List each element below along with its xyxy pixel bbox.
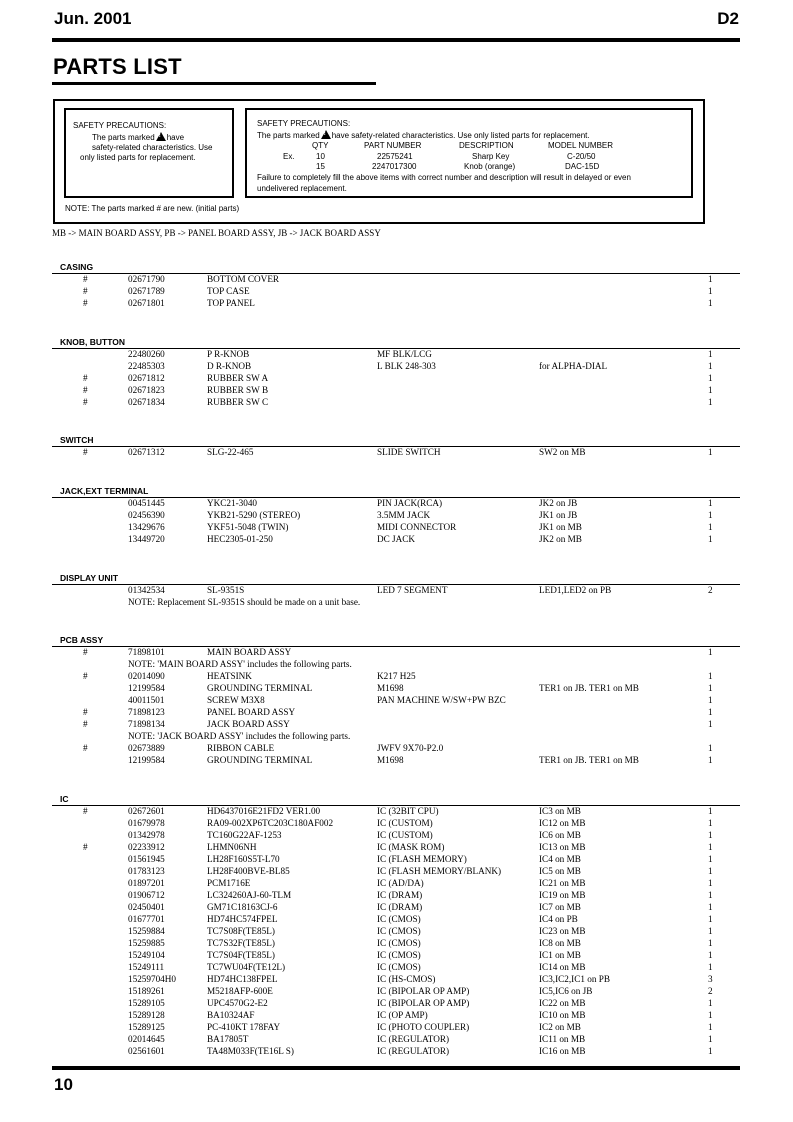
part-number-cell: 01906712: [128, 890, 165, 900]
example-model: DAC-15D: [565, 162, 600, 171]
description-cell: IC (FLASH MEMORY/BLANK): [377, 866, 502, 876]
part-number-cell: 12199584: [128, 755, 165, 765]
part-name-cell: TA48M033F(TE16L S): [207, 1046, 294, 1056]
part-name-cell: D R-KNOB: [207, 361, 252, 371]
new-part-mark: #: [83, 447, 88, 457]
location-cell: JK1 on MB: [539, 522, 582, 532]
example-qty: 10: [316, 152, 325, 161]
table-row: [0, 361, 793, 373]
location-cell: JK1 on JB: [539, 510, 578, 520]
table-row: [0, 950, 793, 962]
example-qty: 15: [316, 162, 325, 171]
safety-title: SAFETY PRECAUTIONS:: [257, 119, 351, 128]
location-cell: IC19 on MB: [539, 890, 586, 900]
part-number-cell: 01897201: [128, 878, 165, 888]
part-number-cell: 15189261: [128, 986, 165, 996]
quantity-cell: 1: [708, 683, 713, 693]
page-number: 10: [54, 1075, 73, 1094]
example-part: 22575241: [377, 152, 413, 161]
quantity-cell: 1: [708, 914, 713, 924]
part-number-cell: 02671790: [128, 274, 165, 284]
quantity-cell: 1: [708, 1046, 713, 1056]
location-cell: IC1 on MB: [539, 950, 581, 960]
part-name-cell: RIBBON CABLE: [207, 743, 275, 753]
new-part-mark: #: [83, 286, 88, 296]
part-number-cell: 15259885: [128, 938, 165, 948]
description-cell: JWFV 9X70-P2.0: [377, 743, 444, 753]
quantity-cell: 1: [708, 950, 713, 960]
new-part-mark: #: [83, 385, 88, 395]
part-number-cell: 02014090: [128, 671, 165, 681]
quantity-cell: 1: [708, 866, 713, 876]
part-name-cell: RA09-002XP6TC203C180AF002: [207, 818, 334, 828]
example-col-qty: QTY: [312, 141, 329, 150]
pcb-note: NOTE: 'JACK BOARD ASSY' includes the following parts.: [128, 731, 351, 741]
part-number-cell: 71898134: [128, 719, 165, 729]
table-row: [0, 385, 793, 397]
description-cell: IC (CMOS): [377, 950, 421, 960]
description-cell: IC (BIPOLAR OP AMP): [377, 998, 470, 1008]
description-cell: M1698: [377, 755, 404, 765]
part-name-cell: LH28F400BVE-BL85: [207, 866, 290, 876]
location-cell: IC5,IC6 on JB: [539, 986, 593, 996]
quantity-cell: 1: [708, 274, 713, 284]
description-cell: K217 H25: [377, 671, 416, 681]
table-row: [0, 743, 793, 755]
location-cell: IC11 on MB: [539, 1034, 586, 1044]
part-name-cell: LC324260AJ-60-TLM: [207, 890, 292, 900]
safety-title: SAFETY PRECAUTIONS:: [73, 121, 167, 130]
quantity-cell: 1: [708, 902, 713, 912]
table-row: [0, 830, 793, 842]
location-cell: IC22 on MB: [539, 998, 586, 1008]
new-part-mark: #: [83, 743, 88, 753]
table-row: [0, 974, 793, 986]
description-cell: L BLK 248-303: [377, 361, 436, 371]
part-name-cell: SCREW M3X8: [207, 695, 265, 705]
part-name-cell: TC7S08F(TE85L): [207, 926, 275, 936]
document-date: Jun. 2001: [54, 9, 132, 28]
table-row: [0, 707, 793, 719]
part-number-cell: 02672601: [128, 806, 165, 816]
section-title-casing: CASING: [60, 262, 94, 272]
part-number-cell: 02671823: [128, 385, 165, 395]
footer-rule: [52, 1066, 740, 1070]
part-name-cell: GROUNDING TERMINAL: [207, 683, 313, 693]
location-cell: SW2 on MB: [539, 447, 586, 457]
description-cell: IC (DRAM): [377, 902, 423, 912]
quantity-cell: 1: [708, 842, 713, 852]
table-row: [0, 534, 793, 546]
location-cell: IC5 on MB: [539, 866, 581, 876]
location-cell: IC21 on MB: [539, 878, 586, 888]
location-cell: IC2 on MB: [539, 1022, 581, 1032]
location-cell: LED1,LED2 on PB: [539, 585, 612, 595]
quantity-cell: 1: [708, 890, 713, 900]
safety-text-line: safety-related characteristics. Use: [92, 143, 213, 152]
table-row: [0, 286, 793, 298]
table-row: [0, 683, 793, 695]
description-cell: IC (OP AMP): [377, 1010, 428, 1020]
location-cell: for ALPHA-DIAL: [539, 361, 608, 371]
location-cell: TER1 on JB. TER1 on MB: [539, 755, 639, 765]
part-number-cell: 15289128: [128, 1010, 165, 1020]
description-cell: IC (32BIT CPU): [377, 806, 439, 816]
quantity-cell: 1: [708, 671, 713, 681]
location-cell: IC4 on MB: [539, 854, 581, 864]
table-row: [0, 695, 793, 707]
table-row: [0, 986, 793, 998]
description-cell: M1698: [377, 683, 404, 693]
part-name-cell: LHMN06NH: [207, 842, 257, 852]
table-row: [0, 926, 793, 938]
quantity-cell: 1: [708, 647, 713, 657]
example-col-part: PART NUMBER: [364, 141, 422, 150]
location-cell: IC10 on MB: [539, 1010, 586, 1020]
location-cell: TER1 on JB. TER1 on MB: [539, 683, 639, 693]
safety-text-line: only listed parts for replacement.: [80, 153, 196, 162]
quantity-cell: 1: [708, 498, 713, 508]
section-title-display: DISPLAY UNIT: [60, 573, 119, 583]
new-part-mark: #: [83, 671, 88, 681]
description-cell: IC (BIPOLAR OP AMP): [377, 986, 470, 996]
part-number-cell: 02671312: [128, 447, 165, 457]
part-number-cell: 02014645: [128, 1034, 165, 1044]
part-name-cell: YKF51-5048 (TWIN): [207, 522, 289, 532]
table-row: [0, 1022, 793, 1034]
part-number-cell: 01783123: [128, 866, 165, 876]
model-name: D2: [717, 9, 739, 28]
description-cell: IC (CMOS): [377, 914, 421, 924]
part-name-cell: PC-410KT 178FAY: [207, 1022, 281, 1032]
safety-notice-small: [64, 108, 234, 198]
safety-text-fragment: have safety-related characteristics. Use only listed parts for replacement.: [331, 131, 590, 140]
location-cell: JK2 on JB: [539, 498, 578, 508]
table-row: [0, 510, 793, 522]
quantity-cell: 1: [708, 806, 713, 816]
description-cell: IC (CMOS): [377, 926, 421, 936]
part-number-cell: 02671834: [128, 397, 165, 407]
part-number-cell: 13449720: [128, 534, 165, 544]
example-desc: Knob (orange): [464, 162, 516, 171]
part-number-cell: 01561945: [128, 854, 165, 864]
part-name-cell: LH28F160S5T-L70: [207, 854, 280, 864]
description-cell: IC (CMOS): [377, 938, 421, 948]
location-cell: IC12 on MB: [539, 818, 586, 828]
part-number-cell: 15259704H0: [128, 974, 176, 984]
table-row: [0, 671, 793, 683]
table-row: [0, 854, 793, 866]
part-name-cell: MAIN BOARD ASSY: [207, 647, 292, 657]
location-cell: IC13 on MB: [539, 842, 586, 852]
part-name-cell: YKB21-5290 (STEREO): [207, 510, 301, 520]
part-name-cell: RUBBER SW C: [207, 397, 269, 407]
part-number-cell: 02233912: [128, 842, 165, 852]
table-row: [0, 842, 793, 854]
table-row: [0, 373, 793, 385]
location-cell: IC14 on MB: [539, 962, 586, 972]
description-cell: IC (FLASH MEMORY): [377, 854, 467, 864]
part-number-cell: 15249111: [128, 962, 165, 972]
part-number-cell: 15259884: [128, 926, 165, 936]
part-name-cell: HD74HC574FPEL: [207, 914, 278, 924]
part-name-cell: HD74HC138FPEL: [207, 974, 278, 984]
safety-notice-large: [245, 108, 693, 198]
example-label: Ex.: [283, 152, 295, 161]
quantity-cell: 1: [708, 830, 713, 840]
part-name-cell: TC7S32F(TE85L): [207, 938, 275, 948]
quantity-cell: 1: [708, 373, 713, 383]
quantity-cell: 1: [708, 719, 713, 729]
safety-text-fragment: The parts marked: [257, 131, 320, 140]
part-name-cell: HEC2305-01-250: [207, 534, 273, 544]
example-part: 2247017300: [372, 162, 417, 171]
part-number-cell: 15289125: [128, 1022, 165, 1032]
part-name-cell: SL-9351S: [207, 585, 245, 595]
table-row: [0, 719, 793, 731]
part-name-cell: UPC4570G2-E2: [207, 998, 268, 1008]
part-number-cell: 01679978: [128, 818, 165, 828]
description-cell: SLIDE SWITCH: [377, 447, 441, 457]
part-number-cell: 01677701: [128, 914, 165, 924]
description-cell: MF BLK/LCG: [377, 349, 432, 359]
safety-failure-text: Failure to completely fill the above items with correct number and description will result in delayed or even: [257, 173, 631, 182]
new-part-mark: #: [83, 719, 88, 729]
part-name-cell: JACK BOARD ASSY: [207, 719, 290, 729]
part-name-cell: HEATSINK: [207, 671, 252, 681]
part-number-cell: 12199584: [128, 683, 165, 693]
table-row: [0, 298, 793, 310]
warning-triangle-icon: [321, 130, 331, 139]
title-underline: [52, 82, 376, 85]
table-row: [0, 274, 793, 286]
part-number-cell: 13429676: [128, 522, 165, 532]
description-cell: 3.5MM JACK: [377, 510, 431, 520]
part-number-cell: 02456390: [128, 510, 165, 520]
description-cell: IC (HS-CMOS): [377, 974, 436, 984]
display-note: NOTE: Replacement SL-9351S should be made on a unit base.: [128, 597, 361, 607]
table-row: [0, 585, 793, 597]
part-name-cell: PANEL BOARD ASSY: [207, 707, 296, 717]
description-cell: IC (PHOTO COUPLER): [377, 1022, 470, 1032]
part-number-cell: 00451445: [128, 498, 165, 508]
page-title: PARTS LIST: [53, 54, 182, 79]
location-cell: IC4 on PB: [539, 914, 578, 924]
table-row: [0, 498, 793, 510]
description-cell: MIDI CONNECTOR: [377, 522, 457, 532]
quantity-cell: 1: [708, 743, 713, 753]
quantity-cell: 1: [708, 522, 713, 532]
new-part-mark: #: [83, 397, 88, 407]
quantity-cell: 2: [708, 986, 713, 996]
part-name-cell: BA17805T: [207, 1034, 249, 1044]
location-cell: JK2 on MB: [539, 534, 582, 544]
part-name-cell: GROUNDING TERMINAL: [207, 755, 313, 765]
part-name-cell: PCM1716E: [207, 878, 251, 888]
quantity-cell: 1: [708, 707, 713, 717]
quantity-cell: 2: [708, 585, 713, 595]
table-row: [0, 647, 793, 659]
location-cell: IC16 on MB: [539, 1046, 586, 1056]
example-col-model: MODEL NUMBER: [548, 141, 614, 150]
quantity-cell: 1: [708, 385, 713, 395]
quantity-cell: 1: [708, 854, 713, 864]
part-name-cell: SLG-22-465: [207, 447, 254, 457]
part-name-cell: P R-KNOB: [207, 349, 250, 359]
table-row: [0, 349, 793, 361]
table-row: [0, 397, 793, 409]
part-name-cell: HD6437016E21FD2 VER1.00: [207, 806, 321, 816]
table-row: [0, 1034, 793, 1046]
description-cell: IC (REGULATOR): [377, 1034, 450, 1044]
quantity-cell: 1: [708, 938, 713, 948]
section-title-ic: IC: [60, 794, 69, 804]
table-row: [0, 818, 793, 830]
part-number-cell: 22485303: [128, 361, 165, 371]
description-cell: IC (CMOS): [377, 962, 421, 972]
part-number-cell: 01342534: [128, 585, 165, 595]
section-title-pcb: PCB ASSY: [60, 635, 104, 645]
part-number-cell: 02671789: [128, 286, 165, 296]
quantity-cell: 1: [708, 878, 713, 888]
table-row: [0, 866, 793, 878]
quantity-cell: 1: [708, 695, 713, 705]
part-name-cell: RUBBER SW B: [207, 385, 269, 395]
quantity-cell: 1: [708, 510, 713, 520]
part-name-cell: BOTTOM COVER: [207, 274, 280, 284]
table-row: [0, 1046, 793, 1058]
description-cell: IC (CUSTOM): [377, 818, 433, 828]
new-part-mark: #: [83, 298, 88, 308]
part-number-cell: 02561601: [128, 1046, 165, 1056]
part-number-cell: 71898101: [128, 647, 165, 657]
section-title-knob-button: KNOB, BUTTON: [60, 337, 126, 347]
description-cell: IC (REGULATOR): [377, 1046, 450, 1056]
description-cell: IC (AD/DA): [377, 878, 424, 888]
description-cell: LED 7 SEGMENT: [377, 585, 448, 595]
part-name-cell: YKC21-3040: [207, 498, 258, 508]
safety-text: [80, 132, 234, 163]
quantity-cell: 1: [708, 534, 713, 544]
location-cell: IC8 on MB: [539, 938, 581, 948]
new-part-mark: #: [83, 373, 88, 383]
example-desc: Sharp Key: [472, 152, 510, 161]
new-parts-note: NOTE: The parts marked # are new. (initial parts): [65, 204, 240, 213]
description-cell: IC (MASK ROM): [377, 842, 445, 852]
location-cell: IC7 on MB: [539, 902, 581, 912]
section-title-jack: JACK,EXT TERMINAL: [60, 486, 149, 496]
table-row: [0, 914, 793, 926]
safety-text-line: The parts marked: [92, 133, 155, 142]
quantity-cell: 1: [708, 286, 713, 296]
part-number-cell: 02671801: [128, 298, 165, 308]
quantity-cell: 1: [708, 755, 713, 765]
table-row: [0, 447, 793, 459]
table-row: [0, 938, 793, 950]
part-name-cell: RUBBER SW A: [207, 373, 269, 383]
warning-triangle-icon: [156, 132, 166, 141]
description-cell: IC (DRAM): [377, 890, 423, 900]
quantity-cell: 3: [708, 974, 713, 984]
location-cell: IC3 on MB: [539, 806, 581, 816]
quantity-cell: 1: [708, 926, 713, 936]
quantity-cell: 1: [708, 1034, 713, 1044]
table-row: [0, 1010, 793, 1022]
part-number-cell: 02671812: [128, 373, 165, 383]
part-name-cell: M5218AFP-600E: [207, 986, 273, 996]
description-cell: IC (CUSTOM): [377, 830, 433, 840]
part-name-cell: TOP PANEL: [207, 298, 255, 308]
quantity-cell: 1: [708, 1022, 713, 1032]
part-name-cell: TC7S04F(TE85L): [207, 950, 275, 960]
quantity-cell: 1: [708, 1010, 713, 1020]
description-cell: DC JACK: [377, 534, 416, 544]
safety-text-line: have: [166, 133, 185, 142]
part-name-cell: BA10324AF: [207, 1010, 255, 1020]
part-number-cell: 02450401: [128, 902, 165, 912]
section-title-switch: SWITCH: [60, 435, 94, 445]
part-number-cell: 01342978: [128, 830, 165, 840]
pcb-note: NOTE: 'MAIN BOARD ASSY' includes the following parts.: [128, 659, 352, 669]
location-cell: IC23 on MB: [539, 926, 586, 936]
part-name-cell: TC7WU04F(TE12L): [207, 962, 286, 972]
new-part-mark: #: [83, 707, 88, 717]
new-part-mark: #: [83, 806, 88, 816]
part-name-cell: TOP CASE: [207, 286, 250, 296]
quantity-cell: 1: [708, 962, 713, 972]
quantity-cell: 1: [708, 397, 713, 407]
quantity-cell: 1: [708, 361, 713, 371]
part-number-cell: 02673889: [128, 743, 165, 753]
quantity-cell: 1: [708, 998, 713, 1008]
part-number-cell: 22480260: [128, 349, 165, 359]
safety-failure-text: undelivered replacement.: [257, 184, 347, 193]
part-number-cell: 15249104: [128, 950, 165, 960]
description-cell: PIN JACK(RCA): [377, 498, 443, 508]
table-row: [0, 878, 793, 890]
new-part-mark: #: [83, 647, 88, 657]
table-row: [0, 522, 793, 534]
quantity-cell: 1: [708, 447, 713, 457]
description-cell: PAN MACHINE W/SW+PW BZC: [377, 695, 506, 705]
part-number-cell: 15289105: [128, 998, 165, 1008]
board-abbreviation-legend: MB -> MAIN BOARD ASSY, PB -> PANEL BOARD ASSY, JB -> JACK BOARD ASSY: [52, 228, 381, 238]
table-row: [0, 806, 793, 818]
location-cell: IC3,IC2,IC1 on PB: [539, 974, 610, 984]
table-row: [0, 998, 793, 1010]
quantity-cell: 1: [708, 298, 713, 308]
example-model: C-20/50: [567, 152, 596, 161]
table-row: [0, 902, 793, 914]
part-number-cell: 40011501: [128, 695, 165, 705]
new-part-mark: #: [83, 842, 88, 852]
table-row: [0, 755, 793, 767]
new-part-mark: #: [83, 274, 88, 284]
quantity-cell: 1: [708, 349, 713, 359]
quantity-cell: 1: [708, 818, 713, 828]
location-cell: IC6 on MB: [539, 830, 581, 840]
part-name-cell: TC160G22AF-1253: [207, 830, 282, 840]
part-number-cell: 71898123: [128, 707, 165, 717]
table-row: [0, 962, 793, 974]
example-col-desc: DESCRIPTION: [459, 141, 514, 150]
part-name-cell: GM71C18163CJ-6: [207, 902, 278, 912]
table-row: [0, 890, 793, 902]
header-rule: [52, 38, 740, 42]
safety-text-line: [257, 130, 590, 140]
